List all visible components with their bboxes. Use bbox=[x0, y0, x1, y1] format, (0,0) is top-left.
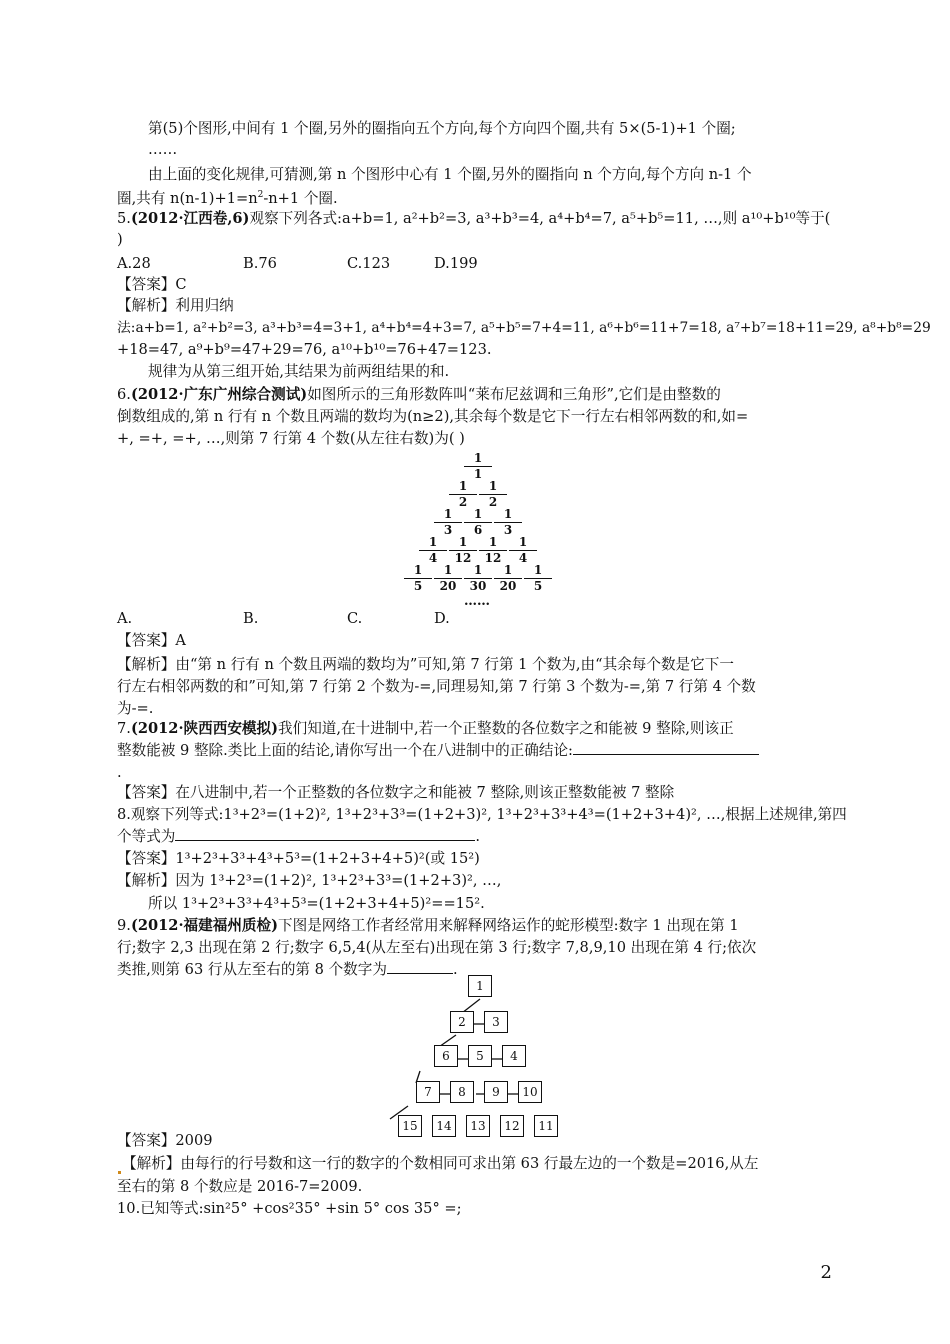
text-line: 行;数字 2,3 出现在第 2 行;数字 6,5,4(从左至右)出现在第 3 行;数字 7,8,9,10 出现在第 4 行;依次 bbox=[117, 939, 757, 956]
annotation-mark bbox=[118, 1171, 121, 1174]
text-line: 整数能被 9 整除.类比上面的结论,请你写出一个在八进制中的正确结论: bbox=[117, 740, 759, 761]
option-b: B. bbox=[243, 610, 259, 627]
triangle-fraction: $\frac{1}{5}$ bbox=[524, 564, 552, 593]
snake-number-box: 13 bbox=[466, 1115, 490, 1137]
snake-number-box: 11 bbox=[534, 1115, 558, 1137]
explanation: 【解析】由“第 n 行有 n 个数且两端的数均为”可知,第 7 行第 1 个数为,由“其余每个数是它下一 bbox=[117, 656, 734, 673]
text-line: 个等式为 . bbox=[117, 828, 481, 845]
answer: 【答案】C bbox=[117, 276, 187, 293]
snake-number-box: 6 bbox=[434, 1045, 458, 1067]
explanation: +18=47, a⁹+b⁹=47+29=76, a¹⁰+b¹⁰=76+47=123. bbox=[117, 341, 492, 358]
snake-number-box: 2 bbox=[450, 1011, 474, 1033]
explanation: 行左右相邻两数的和”可知,第 7 行第 2 个数为-=,同理易知,第 7 行第 3 个数为-=,第 7 行第 4 个数 bbox=[117, 678, 756, 695]
snake-number-box: 14 bbox=[432, 1115, 456, 1137]
triangle-fraction: $\frac{1}{20}$ bbox=[434, 564, 462, 593]
text-line: 由上面的变化规律,可猜测,第 n 个图形中心有 1 个圈,另外的圈指向 n 个方向,每个方向 n-1 个 bbox=[148, 166, 752, 183]
text-line: ) bbox=[117, 231, 123, 248]
text-line: 圈,共有 $n(n-1)+1=n^2-n+1$ 个圈. bbox=[117, 189, 338, 207]
triangle-fraction: $\frac{1}{2}$ bbox=[449, 480, 477, 509]
triangle-fraction: $\frac{1}{1}$ bbox=[464, 452, 492, 481]
option-b: B.76 bbox=[243, 255, 277, 272]
question-6: 6.(2012·广东广州综合测试)如图所示的三角形数阵叫“莱布尼兹调和三角形”,它们是由整数的 bbox=[117, 386, 721, 403]
snake-number-box: 8 bbox=[450, 1081, 474, 1103]
option-a: A. bbox=[117, 610, 133, 627]
page-number: 2 bbox=[820, 1262, 832, 1283]
triangle-fraction: $\frac{1}{5}$ bbox=[404, 564, 432, 593]
snake-number-box: 7 bbox=[416, 1081, 440, 1103]
question-9: 9.(2012·福建福州质检)下图是网络工作者经常用来解释网络运作的蛇形模型:数字 1 出现在第 1 bbox=[117, 917, 739, 934]
option-c: C.123 bbox=[347, 255, 391, 272]
triangle-fraction: $\frac{1}{4}$ bbox=[419, 536, 447, 565]
text-line: 倒数组成的,第 n 行有 n 个数且两端的数均为(n≥2),其余每个数是它下一行左右相邻两数的和,如= bbox=[117, 408, 749, 425]
snake-number-box: 3 bbox=[484, 1011, 508, 1033]
answer: 【答案】1³+2³+3³+4³+5³=(1+2+3+4+5)²(或 15²) bbox=[117, 850, 480, 867]
answer-blank[interactable] bbox=[387, 959, 453, 974]
triangle-fraction: $\frac{1}{3}$ bbox=[494, 508, 522, 537]
explanation: 法:a+b=1, a²+b²=3, a³+b³=4=3+1, a⁴+b⁴=4+3=7, a⁵+b⁵=7+4=11, a⁶+b⁶=11+7=18, a⁷+b⁷=18+11=29, a⁸+b⁸=29 bbox=[117, 320, 931, 336]
triangle-fraction: $\frac{1}{2}$ bbox=[479, 480, 507, 509]
text-line: . bbox=[117, 764, 122, 781]
snake-number-box: 15 bbox=[398, 1115, 422, 1137]
snake-model-diagram bbox=[376, 977, 566, 1133]
triangle-ellipsis: …… bbox=[464, 594, 490, 609]
text-line: …… bbox=[148, 141, 178, 158]
answer-blank[interactable] bbox=[573, 740, 759, 755]
question-8: 8.观察下列等式:1³+2³=(1+2)², 1³+2³+3³=(1+2+3)², 1³+2³+3³+4³=(1+2+3+4)², …,根据上述规律,第四 bbox=[117, 806, 847, 823]
triangle-fraction: $\frac{1}{3}$ bbox=[434, 508, 462, 537]
answer: 【答案】A bbox=[117, 632, 186, 649]
triangle-fraction: $\frac{1}{4}$ bbox=[509, 536, 537, 565]
triangle-fraction: $\frac{1}{20}$ bbox=[494, 564, 522, 593]
triangle-fraction: $\frac{1}{6}$ bbox=[464, 508, 492, 537]
option-d: D.199 bbox=[434, 255, 478, 272]
answer-blank[interactable] bbox=[175, 826, 475, 841]
snake-number-box: 5 bbox=[468, 1045, 492, 1067]
triangle-fraction: $\frac{1}{30}$ bbox=[464, 564, 492, 593]
option-d: D. bbox=[434, 610, 450, 627]
snake-number-box: 12 bbox=[500, 1115, 524, 1137]
snake-number-box: 10 bbox=[518, 1081, 542, 1103]
explanation: 规律为从第三组开始,其结果为前两组结果的和. bbox=[148, 363, 450, 380]
option-c: C. bbox=[347, 610, 363, 627]
answer: 【答案】在八进制中,若一个正整数的各位数字之和能被 7 整除,则该正整数能被 7 整除 bbox=[117, 784, 675, 801]
explanation: 【解析】利用归纳 bbox=[117, 297, 234, 314]
text-line: +, =+, =+, …,则第 7 行第 4 个数(从左往右数)为( ) bbox=[117, 430, 465, 447]
answer: 【答案】2009 bbox=[117, 1132, 213, 1149]
text-line: 类推,则第 63 行从左至右的第 8 个数字为 . bbox=[117, 961, 458, 978]
question-5: 5.(2012·江西卷,6)观察下列各式:a+b=1, a²+b²=3, a³+b³=4, a⁴+b⁴=7, a⁵+b⁵=11, …,则 a¹⁰+b¹⁰等于( bbox=[117, 210, 831, 227]
explanation: 所以 1³+2³+3³+4³+5³=(1+2+3+4+5)²==15². bbox=[148, 895, 485, 912]
triangle-fraction: $\frac{1}{12}$ bbox=[479, 536, 507, 565]
option-a: A.28 bbox=[117, 255, 151, 272]
snake-number-box: 1 bbox=[468, 975, 492, 997]
question-10: 10.已知等式:sin²5° +cos²35° +sin 5° cos 35° =; bbox=[117, 1200, 462, 1217]
text-line: 第(5)个图形,中间有 1 个圈,另外的圈指向五个方向,每个方向四个圈,共有 5×(5-1)+1 个圈; bbox=[148, 120, 736, 137]
leibniz-triangle bbox=[400, 451, 560, 609]
question-7: 7.(2012·陕西西安模拟)我们知道,在十进制中,若一个正整数的各位数字之和能被 9 整除,则该正 bbox=[117, 720, 734, 737]
explanation: 【解析】因为 1³+2³=(1+2)², 1³+2³+3³=(1+2+3)², …, bbox=[117, 872, 502, 889]
snake-number-box: 9 bbox=[484, 1081, 508, 1103]
explanation: 至右的第 8 个数应是 2016-7=2009. bbox=[117, 1178, 363, 1195]
triangle-fraction: $\frac{1}{12}$ bbox=[449, 536, 477, 565]
explanation: 【解析】由每行的行号数和这一行的数字的个数相同可求出第 63 行最左边的一个数是=2016,从左 bbox=[117, 1153, 758, 1174]
explanation: 为-=. bbox=[117, 700, 154, 717]
snake-number-box: 4 bbox=[502, 1045, 526, 1067]
